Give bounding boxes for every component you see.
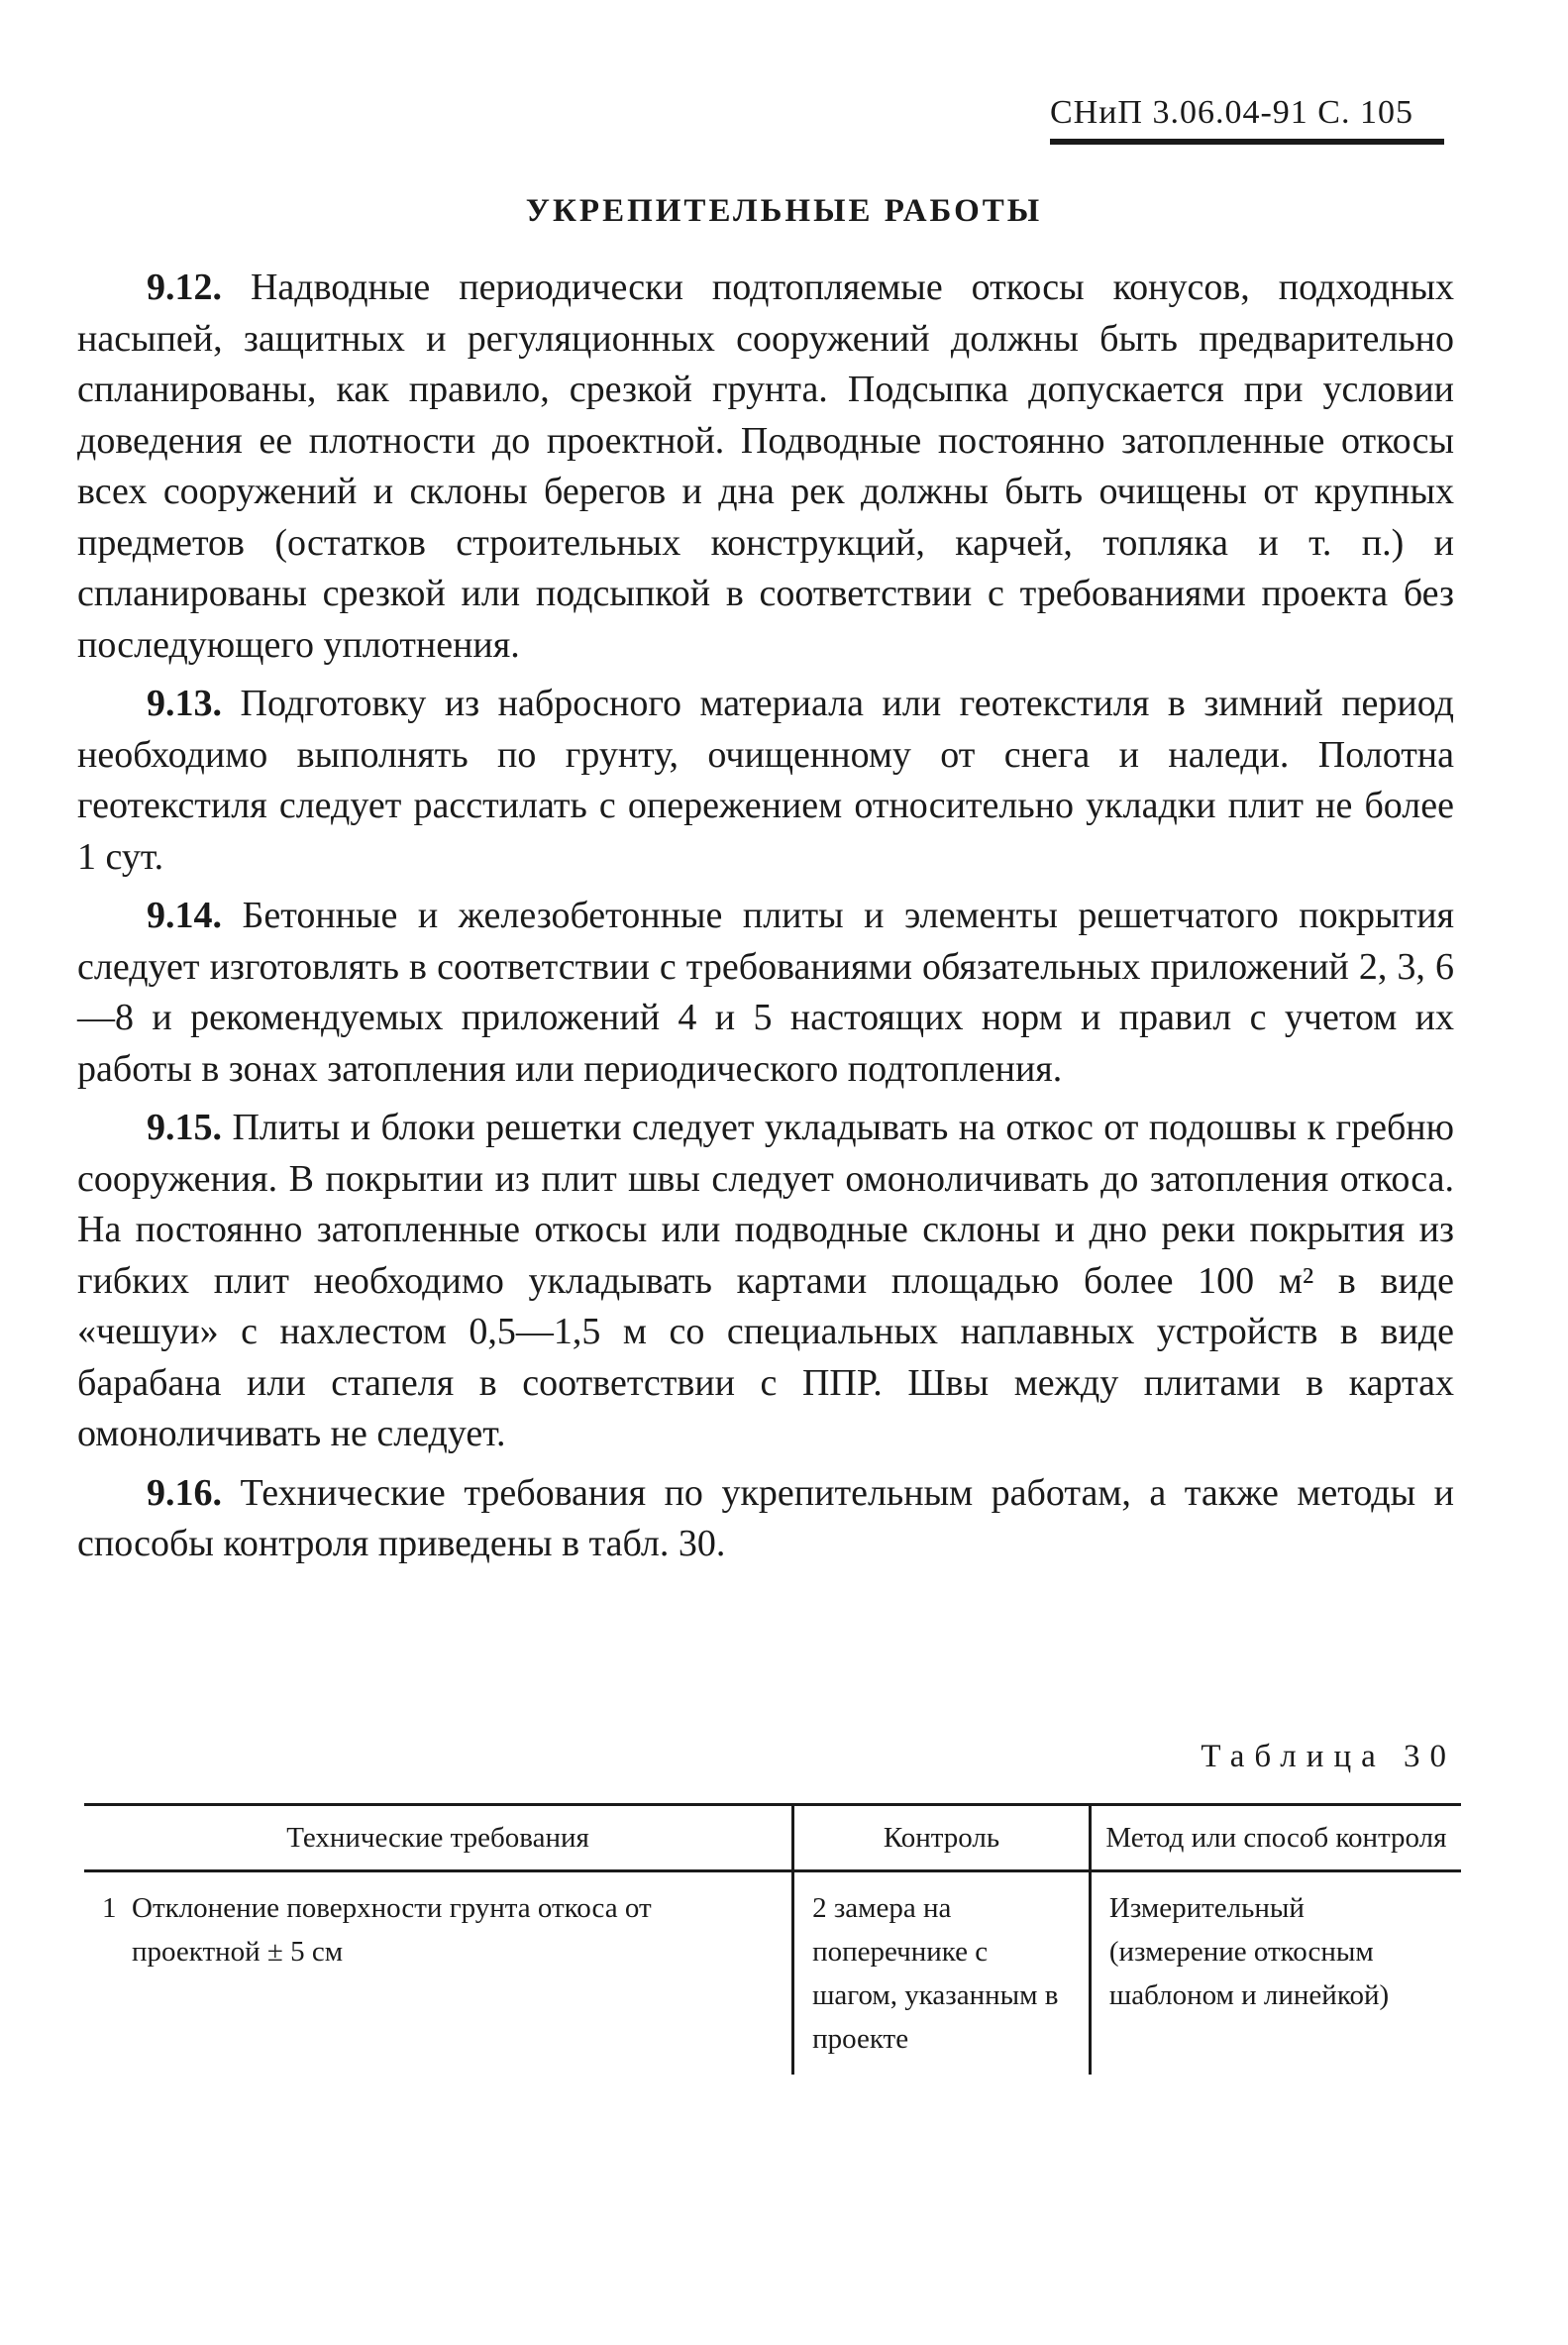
paragraph-text: Надводные периодически подтопляемые откосы конусов, подходных насыпей, защитных и регуляционных сооружений должны быть предварительно спланированы, как правило, срезкой грунта. Подсыпка допускается при условии доведения ее плотности до проектной. Подводные постоянно затопленные откосы всех сооружений и склоны берегов и дна рек должны быть очищены от крупных предметов (остатков строительных конструкций, карчей, топляка и т. п.) и спланированы срезкой или подсыпкой в соответствии с требованиями проекта без последующего уплотнения. <box>77 266 1455 666</box>
table-header-row <box>84 1805 1461 1871</box>
header-control: Контроль <box>793 1805 1091 1871</box>
paragraph-9-14 <box>77 891 1454 1095</box>
section-title: УКРЕПИТЕЛЬНЫЕ РАБОТЫ <box>525 193 1043 229</box>
row-number: 1 <box>102 1892 117 1924</box>
paragraph-9-13 <box>77 679 1454 883</box>
header-rule <box>1050 139 1444 145</box>
paragraph-text: Технические требования по укрепительным работам, а также методы и способы контроля приведены в табл. 30. <box>77 1471 1455 1564</box>
table-row <box>84 1871 1461 2076</box>
paragraph-number: 9.13. <box>147 683 222 724</box>
body-text <box>77 263 1454 1578</box>
cell-requirement <box>84 1871 793 2076</box>
paragraph-9-15 <box>77 1103 1454 1460</box>
paragraph-number: 9.12. <box>147 266 222 308</box>
header-requirements: Технические требования <box>84 1805 793 1871</box>
cell-control: 2 замера на поперечнике с шагом, указанным в проекте <box>793 1871 1091 2076</box>
requirements-table <box>84 1803 1461 2075</box>
paragraph-9-16 <box>77 1468 1454 1570</box>
paragraph-number: 9.15. <box>147 1107 222 1148</box>
paragraph-text: Плиты и блоки решетки следует укладывать на откос от подошвы к гребню сооружения. В покрытии из плит швы следует омоноличивать до затопления откоса. На постоянно затопленные откосы или подводные склоны и дно реки покрытия из гибких плит необходимо укладывать картами площадью более 100 м² в виде «чешуи» с нахлестом 0,5—1,5 м со специальных наплавных устройств в виде барабана или стапеля в соответствии с ППР. Швы между плитами в картах омоноличивать не следует. <box>77 1107 1455 1454</box>
requirement-text: Отклонение поверхности грунта откоса от проектной ± 5 см <box>132 1892 652 1968</box>
running-header: СНиП 3.06.04-91 С. 105 <box>1050 94 1413 131</box>
cell-method: Измерительный (измерение откосным шаблоном и линейкой) <box>1090 1871 1461 2076</box>
paragraph-number: 9.14. <box>147 895 222 936</box>
paragraph-9-12 <box>77 263 1454 671</box>
paragraph-number: 9.16. <box>147 1471 222 1514</box>
paragraph-text: Подготовку из набросного материала или геотекстиля в зимний период необходимо выполнять по грунту, очищенному от снега и наледи. Полотна геотекстиля следует расстилать с опережением относительно укладки плит не более 1 сут. <box>77 683 1455 878</box>
paragraph-text: Бетонные и железобетонные плиты и элементы решетчатого покрытия следует изготовлять в соответствии с требованиями обязательных приложений 2, 3, 6—8 и рекомендуемых приложений 4 и 5 настоящих норм и правил с учетом их работы в зонах затопления или периодического подтопления. <box>77 895 1455 1090</box>
table-caption: Таблица 30 <box>1201 1739 1456 1774</box>
header-method: Метод или способ контроля <box>1090 1805 1461 1871</box>
